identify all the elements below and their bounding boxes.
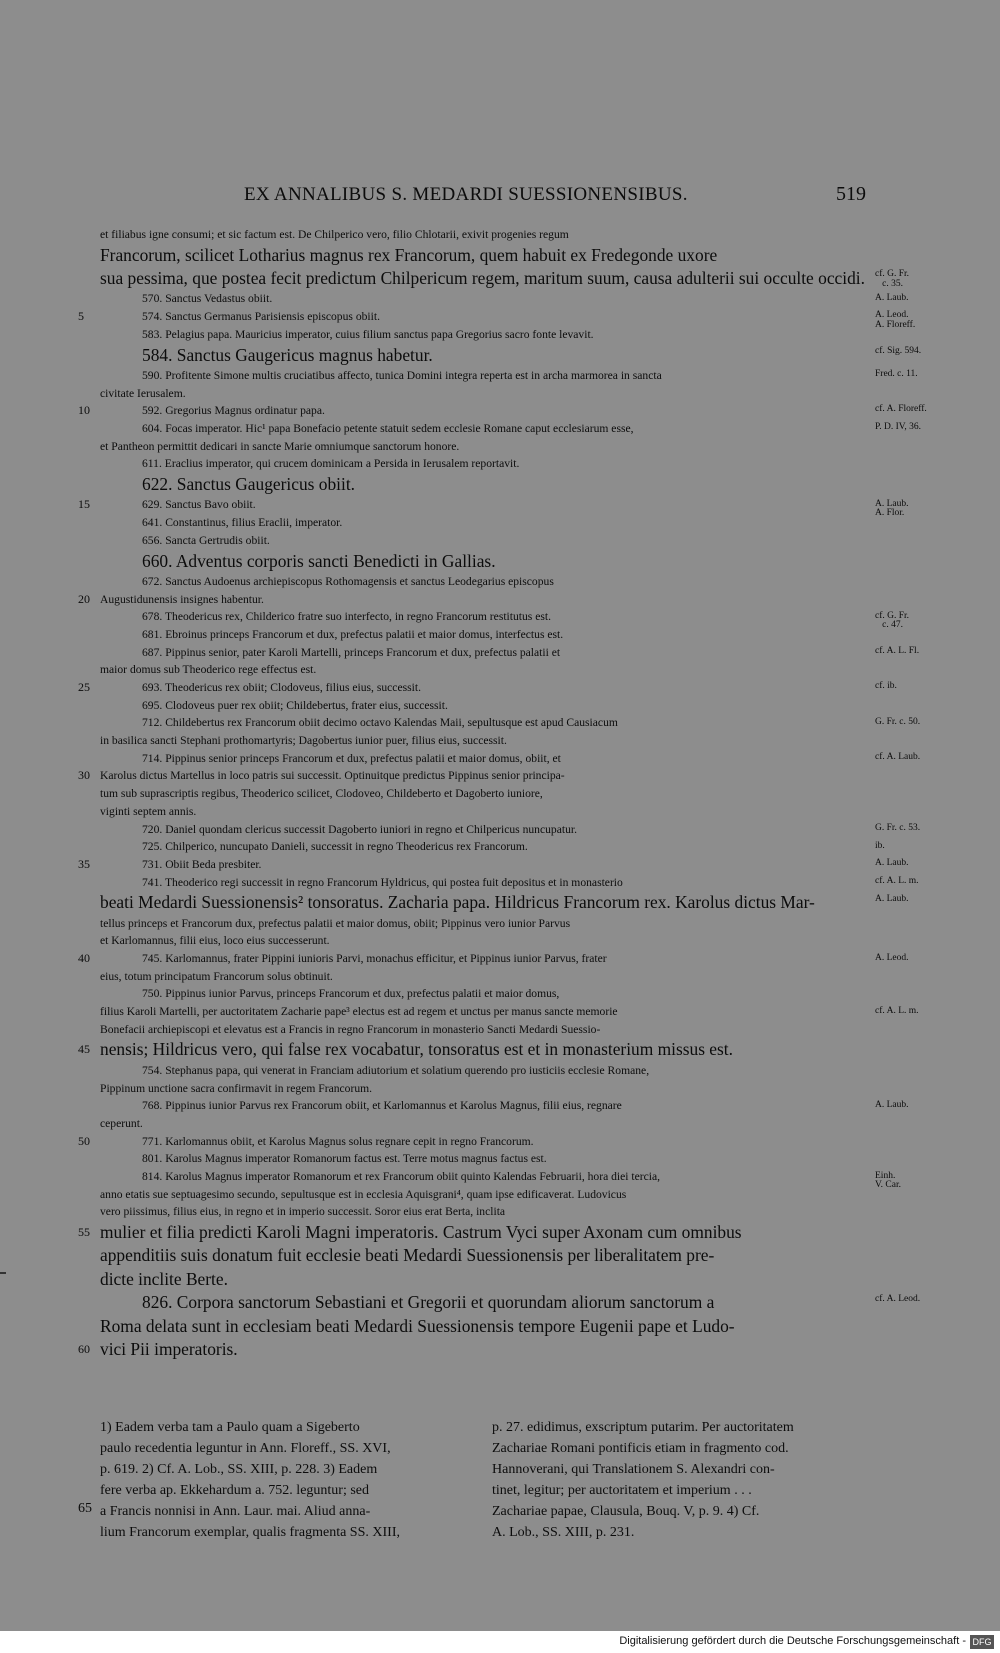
line-text: 693. Theodericus rex obiit; Clodoveus, filius eius, successit. bbox=[142, 681, 421, 695]
text-line bbox=[78, 1338, 870, 1361]
text-line bbox=[100, 838, 870, 856]
text-line bbox=[100, 473, 870, 496]
line-text: 622. Sanctus Gaugericus obiit. bbox=[142, 474, 356, 495]
line-text: Karolus dictus Martellus in loco patris sui successit. Optinuitque predictus Pippinus senior principa- bbox=[100, 769, 565, 783]
text-line bbox=[100, 326, 870, 344]
text-line bbox=[100, 1203, 870, 1221]
text-line bbox=[78, 1221, 870, 1244]
footnote-line: Zachariae Romani pontificis etiam in fragmento cod. bbox=[492, 1441, 789, 1456]
annals-text bbox=[78, 226, 870, 1361]
dfg-logo-icon: DFG bbox=[970, 1635, 994, 1649]
margin-note: cf. G. Fr. c. 47. bbox=[875, 610, 910, 630]
line-text: 754. Stephanus papa, qui venerat in Franciam adiutorium et solatium querendo pro iusticiis ecclesie Romane, bbox=[142, 1063, 650, 1077]
line-number: 15 bbox=[78, 497, 90, 512]
line-text: 771. Karlomannus obiit, et Karolus Magnus solus regnare cepit in regno Francorum. bbox=[142, 1134, 534, 1148]
text-line bbox=[100, 267, 870, 290]
line-number: 60 bbox=[78, 1342, 90, 1356]
footnote-line: Hannoverani, qui Translationem S. Alexandri con- bbox=[492, 1462, 775, 1477]
margin-note: cf. ib. bbox=[875, 681, 897, 692]
text-line bbox=[78, 856, 870, 874]
footnote-line: paulo recedentia leguntur in Ann. Floreff., SS. XVI, bbox=[100, 1441, 391, 1456]
text-line bbox=[100, 573, 870, 591]
margin-note: cf. A. L. Fl. bbox=[875, 645, 920, 656]
text-line bbox=[100, 891, 870, 914]
footnote-line: fere verba ap. Ekkehardum a. 752. leguntur; sed bbox=[100, 1483, 370, 1498]
line-text: 570. Sanctus Vedastus obiit. bbox=[142, 292, 273, 306]
line-text: eius, totum principatum Francorum solus obtinuit. bbox=[100, 969, 333, 983]
line-text: mulier et filia predicti Karoli Magni imperatoris. Castrum Vyci super Axonam cum omnibus bbox=[100, 1222, 742, 1243]
line-text: 611. Eraclius imperator, qui crucem dominicam a Persida in Ierusalem reportavit. bbox=[142, 457, 520, 471]
footnote-line: a Francis nonnisi in Ann. Laur. mai. Aliud anna- bbox=[100, 1504, 371, 1519]
text-line bbox=[100, 550, 870, 573]
text-line bbox=[100, 785, 870, 803]
line-text: Augustidunensis insignes habentur. bbox=[100, 592, 264, 606]
line-text: 720. Daniel quondam clericus successit Dagoberto iuniori in regno et Chilpericus nuncupatur. bbox=[142, 822, 577, 836]
margin-note: P. D. IV, 36. bbox=[875, 422, 922, 433]
line-text: beati Medardi Suessionensis² tonsoratus. Zacharia papa. Hildricus Francorum rex. Karolus dictus Mar- bbox=[100, 892, 815, 913]
margin-note: cf. A. L. m. bbox=[875, 1005, 919, 1016]
text-line bbox=[100, 1150, 870, 1168]
line-text: tellus princeps et Francorum dux, prefectus palatii et maior domus, obiit; Pippinus vero iunior Parvus bbox=[100, 916, 571, 930]
line-text: Bonefacii archiepiscopi et elevatus est a Francis in regno Francorum in monasterio Sancti Medardi Suessio- bbox=[100, 1022, 601, 1036]
line-text: anno etatis sue septuagesimo secundo, sepultusque est in ecclesia Aquisgrani⁴, quam ipse edificaverat. Ludovicus bbox=[100, 1187, 627, 1201]
text-line bbox=[100, 750, 870, 768]
text-line bbox=[100, 367, 870, 385]
margin-note: cf. G. Fr. c. 35. bbox=[875, 269, 910, 289]
text-line bbox=[100, 455, 870, 473]
line-text: 681. Ebroinus princeps Francorum et dux, prefectus palatii et maior domus, interfectus est. bbox=[142, 627, 564, 641]
margin-note: cf. A. Laub. bbox=[875, 752, 921, 763]
margin-note: A. Leod. A. Floreff. bbox=[875, 310, 916, 330]
line-text: 750. Pippinus iunior Parvus, princeps Francorum et dux, prefectus palatii et maior domus, bbox=[142, 987, 560, 1001]
text-line bbox=[78, 1133, 870, 1151]
text-line bbox=[100, 1080, 870, 1098]
margin-note: cf. Sig. 594. bbox=[875, 345, 922, 356]
line-number: 55 bbox=[78, 1225, 90, 1240]
line-text: 714. Pippinus senior princeps Francorum et dux, prefectus palatii et maior domus, obiit, et bbox=[142, 751, 561, 765]
line-number: 25 bbox=[78, 680, 90, 695]
line-text: 641. Constantinus, filius Eraclii, imperator. bbox=[142, 516, 343, 530]
footnotes-right-column bbox=[492, 1417, 867, 1543]
line-text: Roma delata sunt in ecclesiam beati Medardi Suessionensis tempore Eugenii pape et Ludo- bbox=[100, 1315, 735, 1336]
text-line bbox=[100, 932, 870, 950]
page-number: 519 bbox=[836, 183, 866, 205]
text-line bbox=[78, 1038, 870, 1061]
line-text: vero piissimus, filius eius, in regno et in imperio successit. Soror eius erat Berta, inclita bbox=[100, 1205, 506, 1219]
line-text: 801. Karolus Magnus imperator Romanorum factus est. Terre motus magnus factus est. bbox=[142, 1152, 547, 1166]
line-text: 590. Profitente Simone multis cruciatibus affecto, tunica Domini integra reperta est in archa marmorea in sancta bbox=[142, 368, 662, 382]
text-line bbox=[100, 1186, 870, 1204]
text-line bbox=[100, 644, 870, 662]
line-text: in basilica sancti Stephani prothomartyris; Dagobertus iunior puer, filius eius, successit. bbox=[100, 734, 507, 748]
text-line bbox=[100, 1021, 870, 1039]
line-text: et filiabus igne consumi; et sic factum est. De Chilperico vero, filio Chlotarii, exivit progenies regum bbox=[100, 228, 569, 241]
line-text: 731. Obiit Beda presbiter. bbox=[142, 857, 262, 871]
margin-note: A. Laub. A. Flor. bbox=[875, 498, 909, 519]
text-line bbox=[100, 1168, 870, 1186]
text-line bbox=[100, 420, 870, 438]
text-line bbox=[100, 1003, 870, 1021]
text-line bbox=[100, 385, 870, 403]
footnote-line: tinet, legitur; per auctoritatem et imperium . . . bbox=[492, 1483, 752, 1498]
text-line bbox=[100, 244, 870, 267]
text-line bbox=[100, 915, 870, 933]
margin-note: A. Laub. bbox=[875, 292, 909, 303]
line-number: 5 bbox=[78, 309, 84, 324]
digitization-footer bbox=[0, 1631, 1000, 1653]
text-line bbox=[100, 732, 870, 750]
text-line bbox=[100, 661, 870, 679]
line-text: 604. Focas imperator. Hic¹ papa Bonefacio petente statuit sedem ecclesie Romane caput ecclesiarum esse, bbox=[142, 421, 634, 435]
line-text: vici Pii imperatoris. bbox=[100, 1339, 238, 1359]
line-text: ceperunt. bbox=[100, 1116, 143, 1130]
text-line bbox=[78, 402, 870, 420]
line-text: tum sub suprascriptis regibus, Theoderico scilicet, Clodoveo, Childeberto et Dagoberto iuniore, bbox=[100, 787, 543, 801]
text-line bbox=[100, 532, 870, 550]
footnote-line-number: 65 bbox=[78, 1501, 92, 1516]
text-line bbox=[100, 226, 870, 244]
text-line bbox=[100, 985, 870, 1003]
footer-credit: Digitalisierung gefördert durch die Deutsche Forschungsgemeinschaft - bbox=[619, 1635, 966, 1647]
line-number: 45 bbox=[78, 1042, 90, 1057]
line-text: 584. Sanctus Gaugericus magnus habetur. bbox=[142, 344, 433, 365]
text-line bbox=[78, 950, 870, 968]
line-text: 712. Childebertus rex Francorum obiit decimo octavo Kalendas Maii, sepultusque est apud Causiacum bbox=[142, 716, 618, 730]
line-text: sua pessima, que postea fecit predictum Chilpericum regem, maritum suum, causa adulterii sui occulte occidi. bbox=[100, 268, 865, 289]
footnote-line: lium Francorum exemplar, qualis fragmenta SS. XIII, bbox=[100, 1525, 400, 1540]
margin-note: A. Laub. bbox=[875, 893, 909, 904]
text-line bbox=[78, 591, 870, 609]
line-number: 10 bbox=[78, 403, 90, 418]
line-number: 35 bbox=[78, 856, 90, 871]
line-text: 574. Sanctus Germanus Parisiensis episcopus obiit. bbox=[142, 310, 380, 324]
footnote-line: 1) Eadem verba tam a Paulo quam a Sigeberto bbox=[100, 1420, 360, 1435]
margin-note: Fred. c. 11. bbox=[875, 369, 918, 379]
line-text: 672. Sanctus Audoenus archiepiscopus Rothomagensis et sanctus Leodegarius episcopus bbox=[142, 574, 554, 588]
text-line bbox=[100, 821, 870, 839]
margin-note: G. Fr. c. 50. bbox=[875, 716, 921, 727]
text-line bbox=[100, 626, 870, 644]
line-text: Pippinum unctione sacra confirmavit in regem Francorum. bbox=[100, 1081, 373, 1095]
line-text: 826. Corpora sanctorum Sebastiani et Gregorii et quorundam aliorum sanctorum a bbox=[142, 1292, 715, 1313]
text-line bbox=[100, 1268, 870, 1291]
margin-note: A. Laub. bbox=[875, 858, 909, 869]
text-line bbox=[100, 1115, 870, 1133]
text-line bbox=[100, 290, 870, 308]
line-text: 745. Karlomannus, frater Pippini iunioris Parvi, monachus efficitur, et Pippinus iunior Parvus, frater bbox=[142, 952, 607, 966]
line-text: 592. Gregorius Magnus ordinatur papa. bbox=[142, 404, 325, 418]
text-line bbox=[100, 1244, 870, 1267]
footnote-line: Zachariae papae, Clausula, Bouq. V, p. 9. 4) Cf. bbox=[492, 1504, 760, 1519]
line-text: 768. Pippinus iunior Parvus rex Francorum obiit, et Karlomannus et Karolus Magnus, filii eius, regnare bbox=[142, 1099, 622, 1113]
text-line bbox=[100, 1315, 870, 1338]
margin-note: A. Leod. bbox=[875, 952, 909, 963]
line-text: 629. Sanctus Bavo obiit. bbox=[142, 498, 256, 512]
line-text: civitate Ierusalem. bbox=[100, 386, 186, 400]
text-line bbox=[100, 1097, 870, 1115]
line-text: et Pantheon permittit dedicari in sancte Marie omniumque sanctorum honore. bbox=[100, 439, 460, 453]
line-text: 687. Pippinus senior, pater Karoli Martelli, princeps Francorum et dux, prefectus palatii et bbox=[142, 645, 561, 659]
header-title: EX ANNALIBUS S. MEDARDI SUESSIONENSIBUS. bbox=[244, 184, 688, 205]
margin-note: ib. bbox=[875, 840, 885, 851]
line-text: filius Karoli Martelli, per auctoritatem Zacharie pape³ electus est ad regem et unctus per manus sancte memorie bbox=[100, 1005, 618, 1019]
line-number: 50 bbox=[78, 1133, 90, 1148]
text-line bbox=[100, 697, 870, 715]
line-text: maior domus sub Theoderico rege effectus est. bbox=[100, 663, 317, 677]
line-text: 725. Chilperico, nuncupato Danieli, successit in regno Theodericus rex Francorum. bbox=[142, 840, 528, 854]
text-line bbox=[100, 803, 870, 821]
line-text: 814. Karolus Magnus imperator Romanorum et rex Francorum obiit quinto Kalendas Februarii, hora diei tercia, bbox=[142, 1169, 661, 1183]
margin-note: cf. A. Leod. bbox=[875, 1293, 921, 1304]
text-line bbox=[78, 496, 870, 514]
text-line bbox=[100, 874, 870, 892]
margin-note: Einh. V. Car. bbox=[875, 1170, 901, 1191]
text-line bbox=[100, 608, 870, 626]
footnote-line: p. 27. edidimus, exscriptum putarim. Per auctoritatem bbox=[492, 1420, 794, 1435]
text-line bbox=[100, 714, 870, 732]
line-text: 660. Adventus corporis sancti Benedicti in Gallias. bbox=[142, 550, 496, 571]
text-line bbox=[100, 1062, 870, 1080]
margin-note: cf. A. L. m. bbox=[875, 876, 919, 886]
text-line bbox=[78, 767, 870, 785]
text-line bbox=[100, 344, 870, 367]
footnotes-left-column bbox=[100, 1417, 475, 1543]
line-text: 678. Theodericus rex, Childerico fratre suo interfecto, in regno Francorum restitutus est. bbox=[142, 610, 551, 624]
text-line bbox=[100, 968, 870, 986]
line-text: 583. Pelagius papa. Mauricius imperator, cuius filium sanctus papa Gregorius sacro fonte levavit. bbox=[142, 327, 594, 341]
line-text: 695. Clodoveus puer rex obiit; Childebertus, frater eius, successit. bbox=[142, 698, 448, 712]
line-text: nensis; Hildricus vero, qui false rex vocabatur, tonsoratus est et in monasterium missus est. bbox=[100, 1039, 733, 1060]
line-number: 30 bbox=[78, 768, 90, 783]
text-line bbox=[78, 308, 870, 326]
line-text: et Karlomannus, filii eius, loco eius successerunt. bbox=[100, 934, 330, 948]
line-text: appenditiis suis donatum fuit ecclesie beati Medardi Suessionensis per liberalitatem pre- bbox=[100, 1245, 715, 1266]
line-number: 40 bbox=[78, 951, 90, 966]
line-text: viginti septem annis. bbox=[100, 804, 197, 818]
margin-note: cf. A. Floreff. bbox=[875, 404, 927, 415]
text-line bbox=[100, 514, 870, 532]
margin-note: G. Fr. c. 53. bbox=[875, 822, 921, 833]
text-line bbox=[100, 1291, 870, 1314]
line-text: 656. Sancta Gertrudis obiit. bbox=[142, 533, 270, 547]
scan-edge-mark bbox=[0, 1272, 6, 1274]
running-header bbox=[0, 184, 1000, 212]
line-text: Francorum, scilicet Lotharius magnus rex Francorum, quem habuit ex Fredegonde uxore bbox=[100, 244, 718, 265]
line-text: 741. Theoderico regi successit in regno Francorum Hyldricus, qui postea fuit depositus et in monasterio bbox=[142, 875, 623, 889]
margin-note: A. Laub. bbox=[875, 1099, 909, 1110]
line-number: 20 bbox=[78, 591, 90, 606]
footnote-line: A. Lob., SS. XIII, p. 231. bbox=[492, 1525, 635, 1540]
text-line bbox=[78, 679, 870, 697]
footnote-line: p. 619. 2) Cf. A. Lob., SS. XIII, p. 228. 3) Eadem bbox=[100, 1462, 378, 1477]
line-text: dicte inclite Berte. bbox=[100, 1268, 228, 1289]
text-line bbox=[100, 438, 870, 456]
